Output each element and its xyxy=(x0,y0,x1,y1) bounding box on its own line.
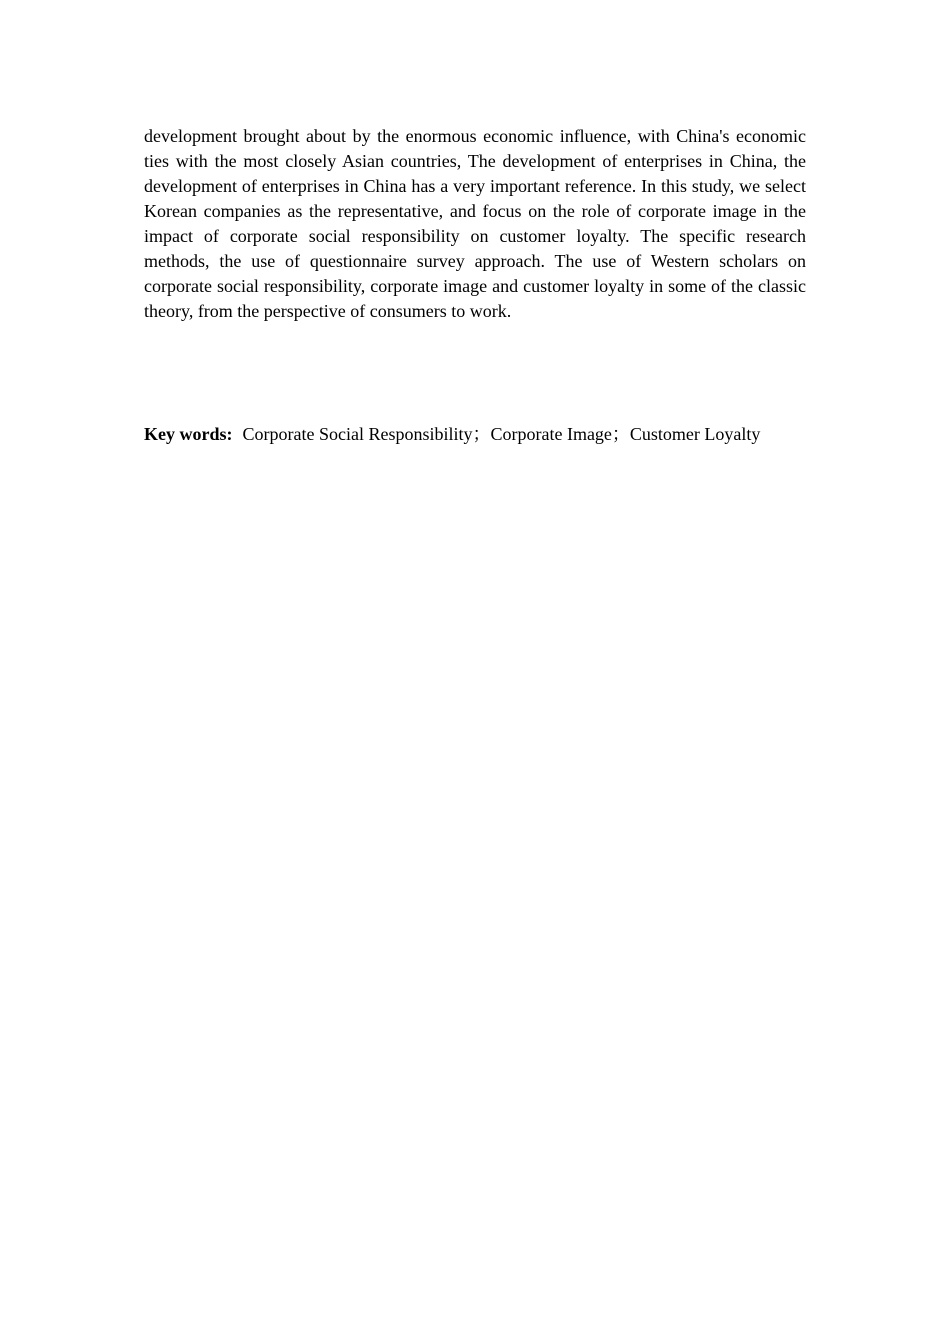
abstract-paragraph: development brought about by the enormous economic influence, with China's economic ties with the most closely Asian countries, The development of enterprises in China, the development of enterprises in China has a very important reference. In this study, we select Korean companies as the representative, and focus on the role of corporate image in the impact of corporate social responsibility on customer loyalty. The specific research methods, the use of questionnaire survey approach. The use of Western scholars on corporate social responsibility, corporate image and customer loyalty in some of the classic theory, from the perspective of consumers to work. xyxy=(144,126,806,321)
keywords-text: Corporate Social Responsibility；Corporate Image；Customer Loyalty xyxy=(242,424,761,444)
keywords-line xyxy=(144,422,844,447)
keywords-label: Key words: xyxy=(144,424,233,444)
